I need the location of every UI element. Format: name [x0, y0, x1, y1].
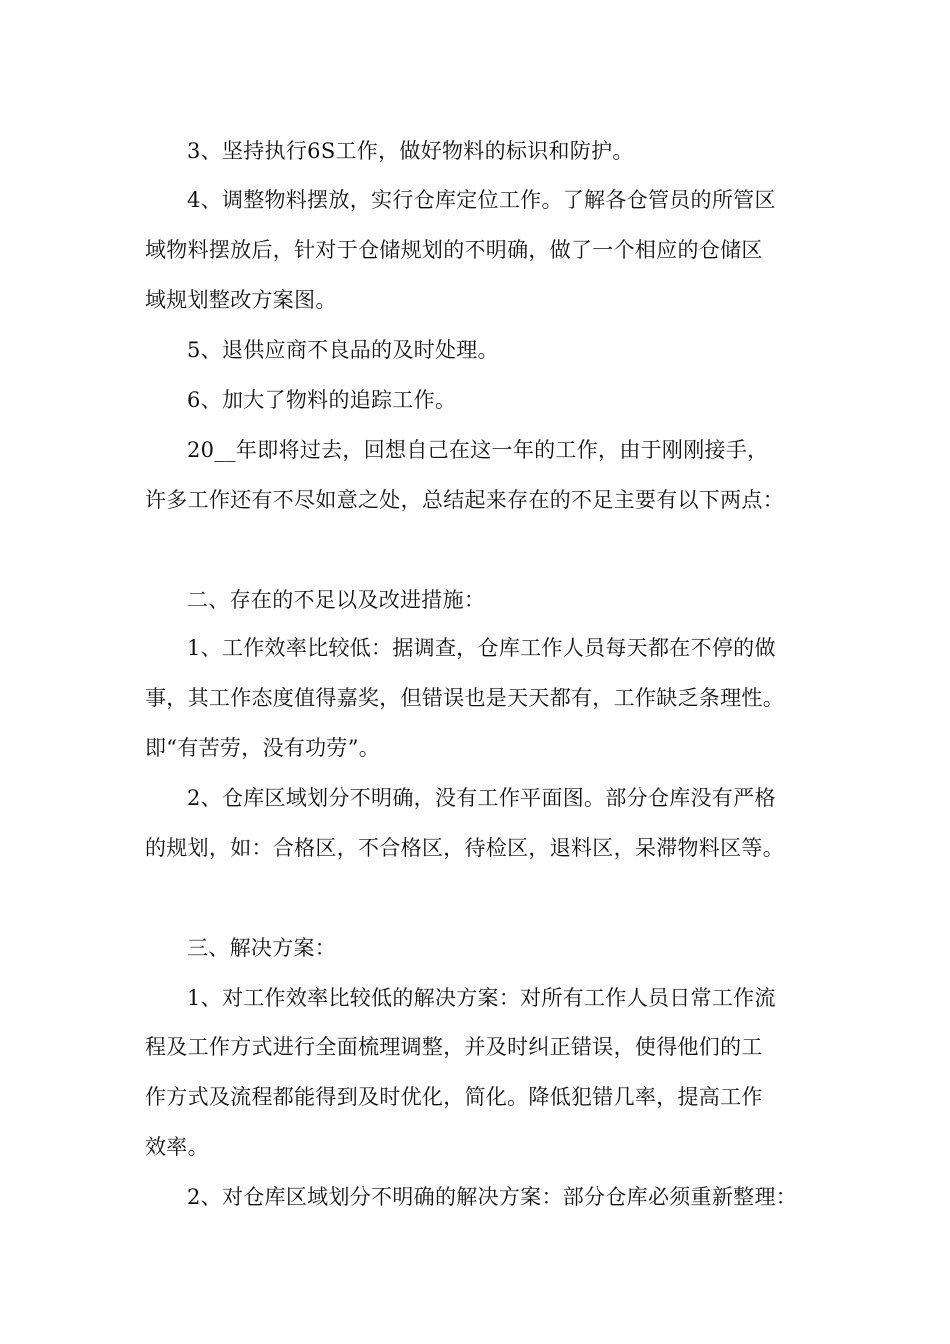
- paragraph-item-3: 3、坚持执行6S工作，做好物料的标识和防护。: [187, 139, 634, 163]
- shortcoming-2-line-2: 的规划，如：合格区，不合格区，待检区，退料区，呆滞物料区等。: [145, 836, 784, 860]
- shortcoming-1-line-1: 1、工作效率比较低：据调查，仓库工作人员每天都在不停的做: [187, 636, 776, 660]
- summary-paragraph-line-1: 20__年即将过去，回想自己在这一年的工作，由于刚刚接手，: [187, 438, 769, 462]
- shortcoming-1-line-2: 事，其工作态度值得嘉奖，但错误也是天天都有，工作缺乏条理性。: [145, 686, 784, 710]
- solution-1-line-3: 作方式及流程都能得到及时优化，简化。降低犯错几率，提高工作: [145, 1085, 763, 1109]
- solution-1-line-4: 效率。: [145, 1135, 209, 1159]
- section-heading-shortcomings: 二、存在的不足以及改进措施：: [187, 588, 486, 612]
- solution-1-line-1: 1、对工作效率比较低的解决方案：对所有工作人员日常工作流: [187, 986, 776, 1010]
- section-heading-solutions: 三、解决方案：: [187, 936, 337, 960]
- paragraph-item-4-line-3: 域规划整改方案图。: [145, 288, 337, 312]
- shortcoming-1-line-3: 即“有苦劳，没有功劳”。: [145, 736, 381, 760]
- summary-paragraph-line-2: 许多工作还有不尽如意之处，总结起来存在的不足主要有以下两点：: [145, 488, 784, 512]
- paragraph-item-4-line-2: 域物料摆放后，针对于仓储规划的不明确，做了一个相应的仓储区: [145, 238, 763, 262]
- solution-1-line-2: 程及工作方式进行全面梳理调整，并及时纠正错误，使得他们的工: [145, 1035, 763, 1059]
- paragraph-item-4-line-1: 4、调整物料摆放，实行仓库定位工作。了解各仓管员的所管区: [187, 188, 776, 212]
- paragraph-item-6: 6、加大了物料的追踪工作。: [187, 388, 457, 412]
- solution-2-line-1: 2、对仓库区域划分不明确的解决方案：部分仓库必须重新整理：: [187, 1185, 798, 1209]
- shortcoming-2-line-1: 2、仓库区域划分不明确，没有工作平面图。部分仓库没有严格: [187, 786, 776, 810]
- paragraph-item-5: 5、退供应商不良品的及时处理。: [187, 338, 499, 362]
